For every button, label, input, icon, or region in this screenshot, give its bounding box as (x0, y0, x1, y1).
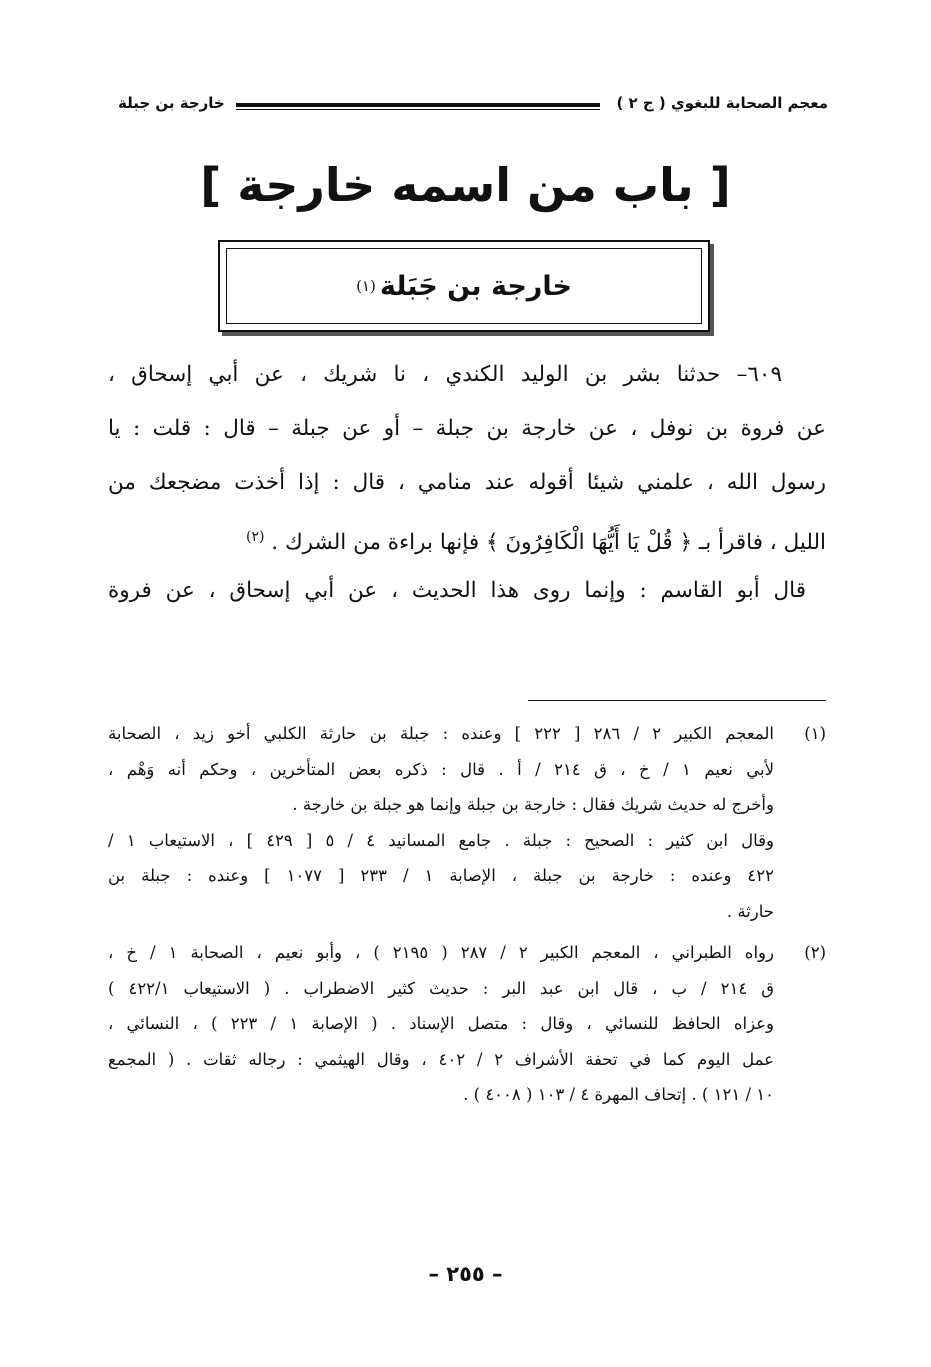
footnote-2 (108, 935, 826, 1113)
hadith-line-4 (108, 510, 826, 564)
footnote-number: (٢) (804, 943, 826, 962)
book-title: معجم الصحابة للبغوي ( ج ٢ ) (616, 94, 828, 112)
hadith-footnote-ref: (٢) (245, 529, 265, 545)
hadith-line-2: عن فروة بن نوفل ، عن خارجة بن جبلة – أو عن جبلة – قال : قلت : يا (108, 416, 826, 441)
footnote-line: وقال ابن كثير : الصحيح : جبلة . جامع المسانيد ٤ / ٥ [ ٤٢٩ ] ، الاستيعاب ١ / (108, 830, 774, 850)
running-header (118, 88, 828, 122)
footnote-number: (١) (804, 724, 826, 743)
footnote-line: عمل اليوم كما في تحفة الأشراف ٢ / ٤٠٢ ، وقال الهيثمي : رجاله ثقات . ( المجمع (108, 1049, 774, 1069)
section-title: خارجة بن جبلة (118, 94, 225, 112)
header-rule (236, 103, 600, 107)
hadith-line-1: ٦٠٩– حدثنا بشر بن الوليد الكندي ، نا شريك ، عن أبي إسحاق ، (108, 362, 782, 387)
footnote-line: وعزاه الحافظ للنسائي ، وقال : متصل الإسناد . ( الإصابة ١ / ٢٢٣ ) ، النسائي ، (108, 1014, 774, 1033)
footnote-line: ٤٢٢ وعنده : خارجة بن جبلة ، الإصابة ١ / ٢٣٣ [ ١٠٧٧ ] وعنده : جبلة بن (108, 866, 774, 885)
footnote-line: ١٠ / ١٢١ ) . إتحاف المهرة ٤ / ١٠٣ ( ٤٠٠٨ ) . (463, 1085, 774, 1104)
footnote-line: المعجم الكبير ٢ / ٢٨٦ [ ٢٢٢ ] وعنده : جبلة بن حارثة الكلبي أخو زيد ، الصحابة (108, 724, 774, 743)
hadith-text (108, 348, 826, 618)
page-number: – ٢٥٥ – (428, 1262, 503, 1286)
commentary-line: قال أبو القاسم : وإنما روى هذا الحديث ، عن أبي إسحاق ، عن فروة (108, 578, 806, 603)
footnote-line: وأخرج له حديث شريك فقال : خارجة بن جبلة وإنما هو جبلة بن خارجة . (292, 795, 774, 814)
entry-heading-frame (226, 248, 702, 324)
footnote-line: ق ٢١٤ / ب ، قال ابن عبد البر : حديث كثير الاضطراب . ( الاستيعاب ٤٢٢/١ ) (108, 978, 774, 998)
footnote-1 (108, 716, 826, 929)
hadith-line-4-text: الليل ، فاقرأ بـ ﴿ قُلْ يَا أَيُّهَا الْكَافِرُونَ ﴾ فإنها براءة من الشرك . (271, 530, 826, 556)
hadith-line-3: رسول الله ، علمني شيئا أقوله عند منامي ، قال : إذا أخذت مضجعك من (108, 470, 826, 495)
footnotes (108, 716, 826, 1119)
footnote-line: لأبي نعيم ١ / خ ، ق ٢١٤ / أ . قال : ذكره بعض المتأخرين ، وحكم أنه وَهْم ، (108, 759, 774, 779)
footnote-separator (528, 700, 826, 701)
footnote-line: رواه الطبراني ، المعجم الكبير ٢ / ٢٨٧ ( ٢١٩٥ ) ، وأبو نعيم ، الصحابة ١ / خ ، (108, 943, 774, 962)
entry-footnote-ref: (١) (356, 277, 376, 295)
entry-heading-box (218, 240, 710, 332)
footnote-line: حارثة . (726, 901, 774, 921)
chapter-title: [ باب من اسمه خارجة ] (200, 158, 731, 212)
entry-name: خارجة بن جَبَلة (379, 270, 572, 302)
